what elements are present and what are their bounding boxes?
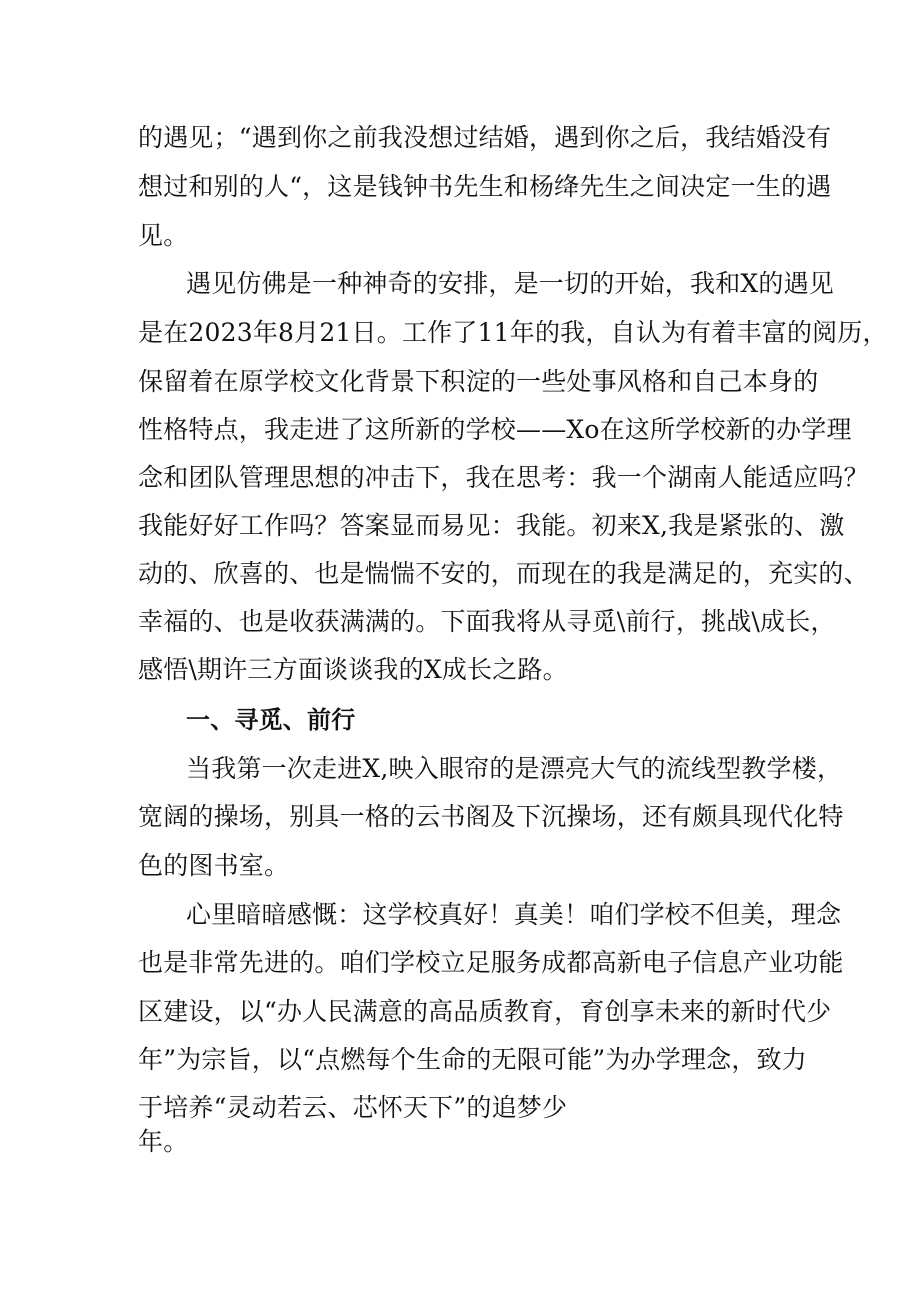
paragraph-line: 色的图书室。 — [138, 851, 290, 880]
paragraph-line: 区建设，以“办人民满意的高品质教育，育创享未来的新时代少 — [138, 997, 832, 1026]
paragraph-line: 年”为宗旨，以“点燃每个生命的无限可能”为办学理念，致力 — [138, 1045, 807, 1074]
paragraph-line: 是在2023年8月21日。工作了11年的我，自认为有着丰富的阅历， — [138, 318, 888, 347]
paragraph-line: 保留着在原学校文化背景下积淀的一些处事风格和自己本身的 — [138, 367, 819, 396]
paragraph-line: 宽阔的操场，别具一格的云书阁及下沉操场，还有颇具现代化特 — [138, 802, 844, 831]
paragraph-line: 遇见仿佛是一种神奇的安排，是一切的开始，我和X的遇见 — [186, 269, 835, 298]
paragraph-line: 的遇见；“遇到你之前我没想过结婚，遇到你之后，我结婚没有 — [138, 123, 832, 152]
paragraph-line: 于培养“灵动若云、芯怀天下”的追梦少 — [138, 1093, 568, 1122]
paragraph-line: 年。 — [138, 1127, 189, 1156]
paragraph-line: 性格特点，我走进了这所新的学校——Xo在这所学校新的办学理 — [138, 415, 852, 444]
paragraph-line: 感悟\期许三方面谈谈我的X成长之路。 — [138, 655, 568, 684]
paragraph-line: 心里暗暗感慨：这学校真好！真美！咱们学校不但美，理念 — [186, 900, 842, 929]
paragraph-line: 念和团队管理思想的冲击下，我在思考：我一个湖南人能适应吗？ — [138, 463, 869, 492]
paragraph-line: 想过和别的人“，这是钱钟书先生和杨绛先生之间决定一生的遇 — [138, 172, 832, 201]
paragraph-line: 幸福的、也是收获满满的。下面我将从寻觅\前行，挑战\成长， — [138, 607, 836, 636]
paragraph-line: 见。 — [138, 221, 189, 250]
paragraph-line: 动的、欣喜的、也是惴惴不安的，而现在的我是满足的，充实的、 — [138, 559, 869, 588]
paragraph-line: 我能好好工作吗？答案显而易见：我能。初来X,我是紧张的、激 — [138, 511, 845, 540]
paragraph-line: 当我第一次走进X,映入眼帘的是漂亮大气的流线型教学楼， — [186, 754, 843, 783]
section-heading: 一、寻觅、前行 — [186, 706, 356, 734]
paragraph-line: 也是非常先进的。咱们学校立足服务成都高新电子信息产业功能 — [138, 948, 844, 977]
